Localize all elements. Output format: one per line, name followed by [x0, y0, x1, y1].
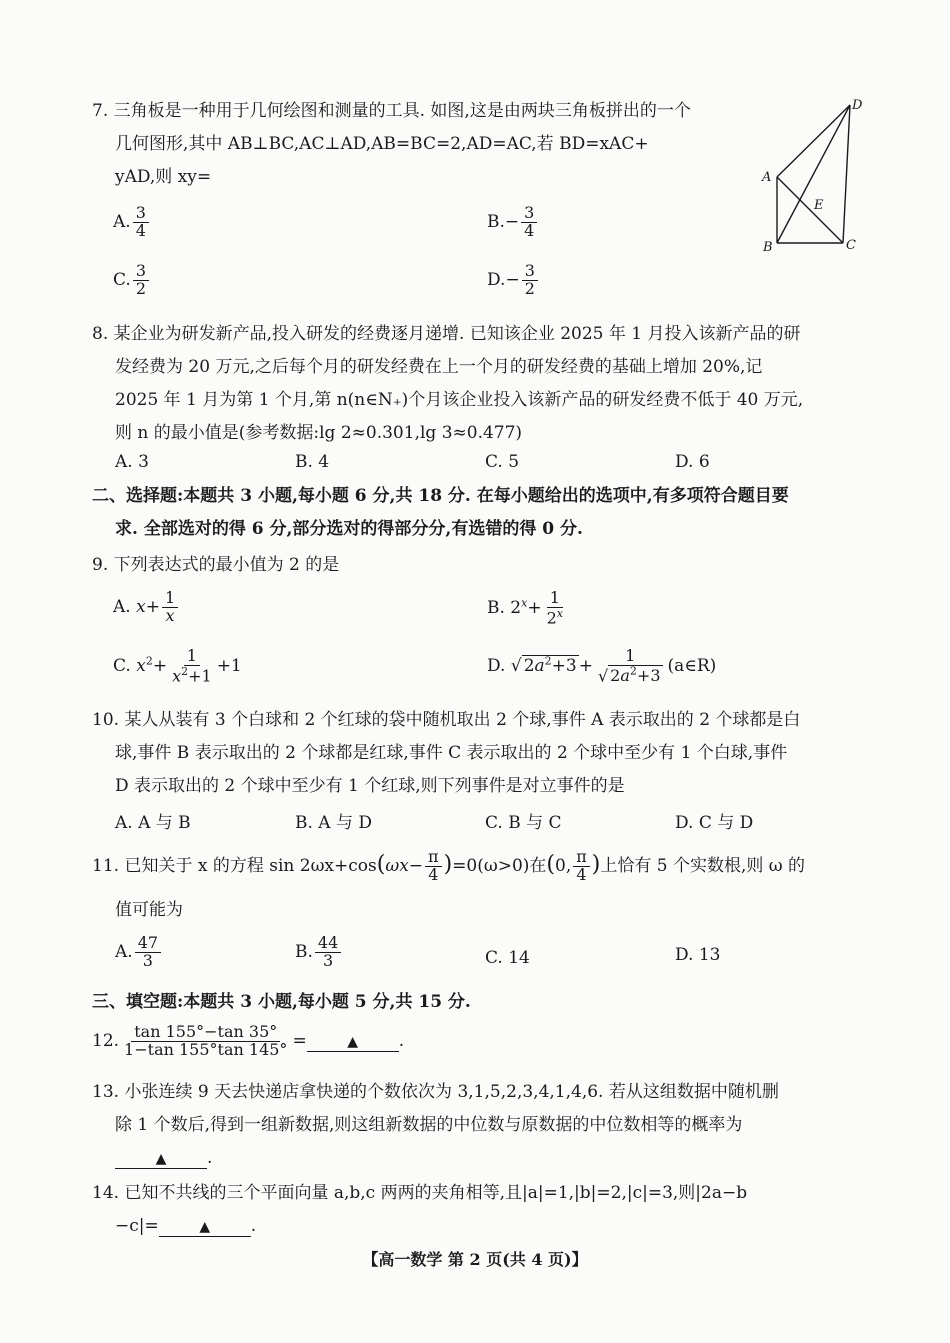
q14-line2: −c|= ▲ .	[115, 1216, 257, 1236]
q12-line: 12. $\frac{\tan 155^\circ-\tan 35^\circ}{1-\tan 155^\circ\tan 145^\circ}$ = ▲ .	[92, 1022, 405, 1059]
q10-option-b: B. A 与 D	[295, 813, 373, 833]
fig-label-d: D	[852, 98, 863, 113]
fig-label-e: E	[814, 198, 824, 213]
q10-option-d: D. C 与 D	[675, 813, 754, 833]
q7-option-c: C. $\frac{3}{2}$	[113, 263, 151, 298]
q8-option-a: A. 3	[115, 452, 149, 472]
q7-line3: yAD,则 xy=	[115, 167, 212, 187]
q11-option-c: C. 14	[485, 948, 530, 968]
q9-option-a: A. x+ $\frac{1}{x}$	[113, 590, 180, 625]
q7-option-d: D.− $\frac{3}{2}$	[487, 263, 540, 298]
q9-option-b: B. $2^x+$ $\frac{1}{2^x}$	[487, 588, 564, 628]
question-7	[92, 95, 862, 194]
question-11	[92, 848, 872, 927]
q13-line2: 除 1 个数后,得到一组新数据,则这组新数据的中位数与原数据的中位数相等的概率为	[115, 1115, 743, 1135]
question-14	[92, 1177, 872, 1243]
q13-line1: 13. 小张连续 9 天去快递店拿快递的个数依次为 3,1,5,2,3,4,1,4,6. 若从这组数据中随机删	[92, 1082, 779, 1102]
q8-line1: 8. 某企业为研发新产品,投入研发的经费逐月递增. 已知该企业 2025 年 1 月投入该新产品的研	[92, 324, 801, 344]
q8-line4: 则 n 的最小值是(参考数据:lg 2≈0.301,lg 3≈0.477)	[115, 423, 523, 443]
q8-option-d: D. 6	[675, 452, 710, 472]
q7-option-a: A. $\frac{3}{4}$	[113, 205, 151, 240]
q10-line3: D 表示取出的 2 个球中至少有 1 个红球,则下列事件是对立事件的是	[115, 776, 625, 796]
section-3-header	[92, 986, 872, 1019]
q11-option-b: B. $\frac{44}{3}$	[295, 935, 343, 970]
q14-line1: 14. 已知不共线的三个平面向量 a,b,c 两两的夹角相等,且|a|=1,|b|=2,|c|=3,则|2a−b	[92, 1183, 748, 1203]
q9-stem: 9. 下列表达式的最小值为 2 的是	[92, 555, 340, 575]
q8-option-c: C. 5	[485, 452, 520, 472]
q8-option-b: B. 4	[295, 452, 330, 472]
fig-label-b: B	[763, 240, 773, 255]
q11-option-a: A. $\frac{47}{3}$	[115, 935, 163, 970]
q9-option-c: C. $x^2+$ $\frac{1}{x^2+1}$ +1	[113, 646, 242, 686]
question-12	[92, 1024, 862, 1059]
question-13	[92, 1076, 872, 1175]
question-10	[92, 704, 872, 803]
q11-line2: 值可能为	[115, 899, 183, 920]
fig-label-a: A	[762, 170, 772, 185]
question-9	[92, 549, 862, 582]
q8-line3: 2025 年 1 月为第 1 个月,第 n(n∈N₊)个月该企业投入该新产品的研发经费不低于 40 万元,	[115, 390, 804, 410]
section-2-header	[92, 480, 872, 546]
q7-line2: 几何图形,其中 AB⊥BC,AC⊥AD,AB=BC=2,AD=AC,若 BD=xAC+	[115, 134, 649, 154]
q7-line1: 7. 三角板是一种用于几何绘图和测量的工具. 如图,这是由两块三角板拼出的一个	[92, 101, 691, 121]
q13-answer-blank[interactable]: ▲	[115, 1150, 207, 1169]
q9-option-d: D. √ $2a^2+3$ + $\frac{1}{√ 2a^2+3}$ (a∈R)	[487, 646, 717, 686]
q11-line1: 11. 已知关于 x 的方程 sin 2ωx+cos(ωx− $\frac{\pi}{4}$ )=0(ω>0)在(0, $\frac{\pi}{4}$ )上恰有 5 个实数根,则 ω 的	[92, 847, 806, 884]
q14-answer-blank[interactable]: ▲	[159, 1218, 251, 1237]
q8-line2: 发经费为 20 万元,之后每个月的研发经费在上一个月的研发经费的基础上增加 20%,记	[115, 357, 763, 377]
section-3-line1: 三、填空题:本题共 3 小题,每小题 5 分,共 15 分.	[92, 992, 471, 1012]
page-footer: 【高一数学 第 2 页(共 4 页)】	[362, 1250, 588, 1269]
q11-option-d: D. 13	[675, 945, 721, 965]
fig-label-c: C	[846, 238, 856, 253]
q10-line1: 10. 某人从装有 3 个白球和 2 个红球的袋中随机取出 2 个球,事件 A 表示取出的 2 个球都是白	[92, 710, 801, 730]
section-2-line2: 求. 全部选对的得 6 分,部分选对的得部分分,有选错的得 0 分.	[115, 519, 583, 539]
q13-line3: ▲ .	[92, 1142, 872, 1175]
q10-line2: 球,事件 B 表示取出的 2 个球都是红球,事件 C 表示取出的 2 个球中至少有 1 个白球,事件	[115, 743, 788, 763]
q10-option-a: A. A 与 B	[115, 813, 191, 833]
q7-triangle-figure	[755, 95, 865, 260]
q7-option-b: B.− $\frac{3}{4}$	[487, 205, 539, 240]
q12-answer-blank[interactable]: ▲	[307, 1033, 399, 1052]
section-2-line1: 二、选择题:本题共 3 小题,每小题 6 分,共 18 分. 在每小题给出的选项中,有多项符合题目要	[92, 486, 789, 506]
q10-option-c: C. B 与 C	[485, 813, 562, 833]
question-8	[92, 318, 872, 450]
